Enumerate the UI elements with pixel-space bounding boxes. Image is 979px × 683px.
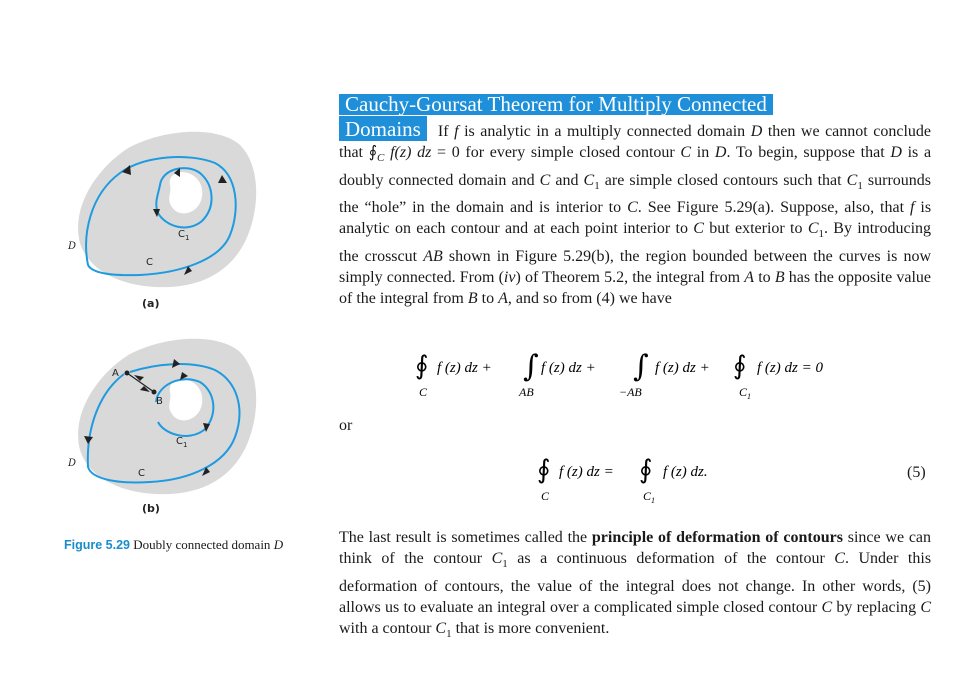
point-a-dot <box>125 371 130 376</box>
eq2-sub1: C <box>541 489 550 503</box>
figure-a-diagram <box>60 125 310 295</box>
term-principle: principle of deformation of contours <box>591 529 843 546</box>
oint-symbol: ∮ <box>537 455 551 485</box>
point-b-dot <box>152 390 157 395</box>
figure-b <box>60 332 310 515</box>
figure-b-diagram <box>60 332 310 502</box>
int-symbol: ∫ <box>523 350 539 384</box>
oint-symbol: ∮ <box>415 351 429 381</box>
label-b: B <box>156 396 163 407</box>
int-symbol: ∫ <box>633 350 649 384</box>
label-d: D <box>68 458 77 469</box>
main-text <box>339 94 931 309</box>
eq2-term1: f (z) dz = <box>559 464 614 480</box>
label-c: C <box>146 257 153 268</box>
figure-a-label: (a) <box>142 297 160 310</box>
eq1-term1: f (z) dz + <box>437 360 492 376</box>
paragraph-1: If f is analytic in a multiply connected domain D then we cannot conclude that $∮_C$ f(z) dz = 0 for every simple closed contour C in D. To begin, suppose that D is a doubly connected domain and C and $C_1$ are simple closed contours such that $C_1$ surrounds the “hole” in the domain and is interior to C. See Figure 5.29(a). Suppose, also, that f is analytic on each contour and at each point interior to C but exterior to $C_1$. By introducing the crosscut AB shown in Figure 5.29(b), the region bounded between the curves is now simply connected. From (iv) of Theorem 5.2, the integral from A to B has the opposite value of the integral from B to A, and so from (4) we have <box>339 123 932 308</box>
caption-var: D <box>273 537 284 552</box>
section-heading-line2: Domains <box>339 116 427 141</box>
eq1-term2: f (z) dz + <box>541 360 596 376</box>
eq2-sub2: $C_1$ <box>643 489 656 505</box>
label-a: A <box>112 368 119 379</box>
eq1-sub4: $C_1$ <box>739 385 752 401</box>
label-c1: $C_1$ <box>176 436 188 449</box>
eq1-sub1: C <box>419 385 428 399</box>
equation-2 <box>537 454 777 508</box>
caption-figure-number: Figure 5.29 <box>64 538 130 552</box>
equation-number: (5) <box>907 464 926 481</box>
domain-region <box>78 339 256 494</box>
label-c1: $C_1$ <box>178 229 190 242</box>
eq1-sub2: AB <box>519 385 534 399</box>
or-label: or <box>339 417 353 434</box>
paragraph-2: The last result is sometimes called the principle of deformation of contours since we can think of the contour $C_1$ as a continuous deformation of the contour C. Under this deformation of contours, the value of the integral does not change. In other words, (5) allows us to evaluate an integral over a complicated simple closed contour C by replacing C with a contour $C_1$ that is more convenient. <box>339 529 932 641</box>
figure-a <box>60 125 310 310</box>
eq2-term2: f (z) dz. <box>663 464 708 480</box>
label-c: C <box>138 468 145 479</box>
figure-caption <box>64 534 284 556</box>
eq1-term3: f (z) dz + <box>655 360 710 376</box>
eq1-sub3: −AB <box>619 385 642 399</box>
oint-symbol: ∮ <box>733 351 747 381</box>
figure-b-label: (b) <box>142 502 160 515</box>
eq1-term4: f (z) dz = 0 <box>757 360 823 376</box>
domain-region <box>78 132 256 287</box>
section-heading-line1: Cauchy-Goursat Theorem for Multiply Connected <box>339 94 773 115</box>
equation-1 <box>415 350 885 404</box>
label-d: D <box>68 241 77 252</box>
caption-text: Doubly connected domain <box>133 537 271 552</box>
oint-symbol: ∮ <box>639 455 653 485</box>
